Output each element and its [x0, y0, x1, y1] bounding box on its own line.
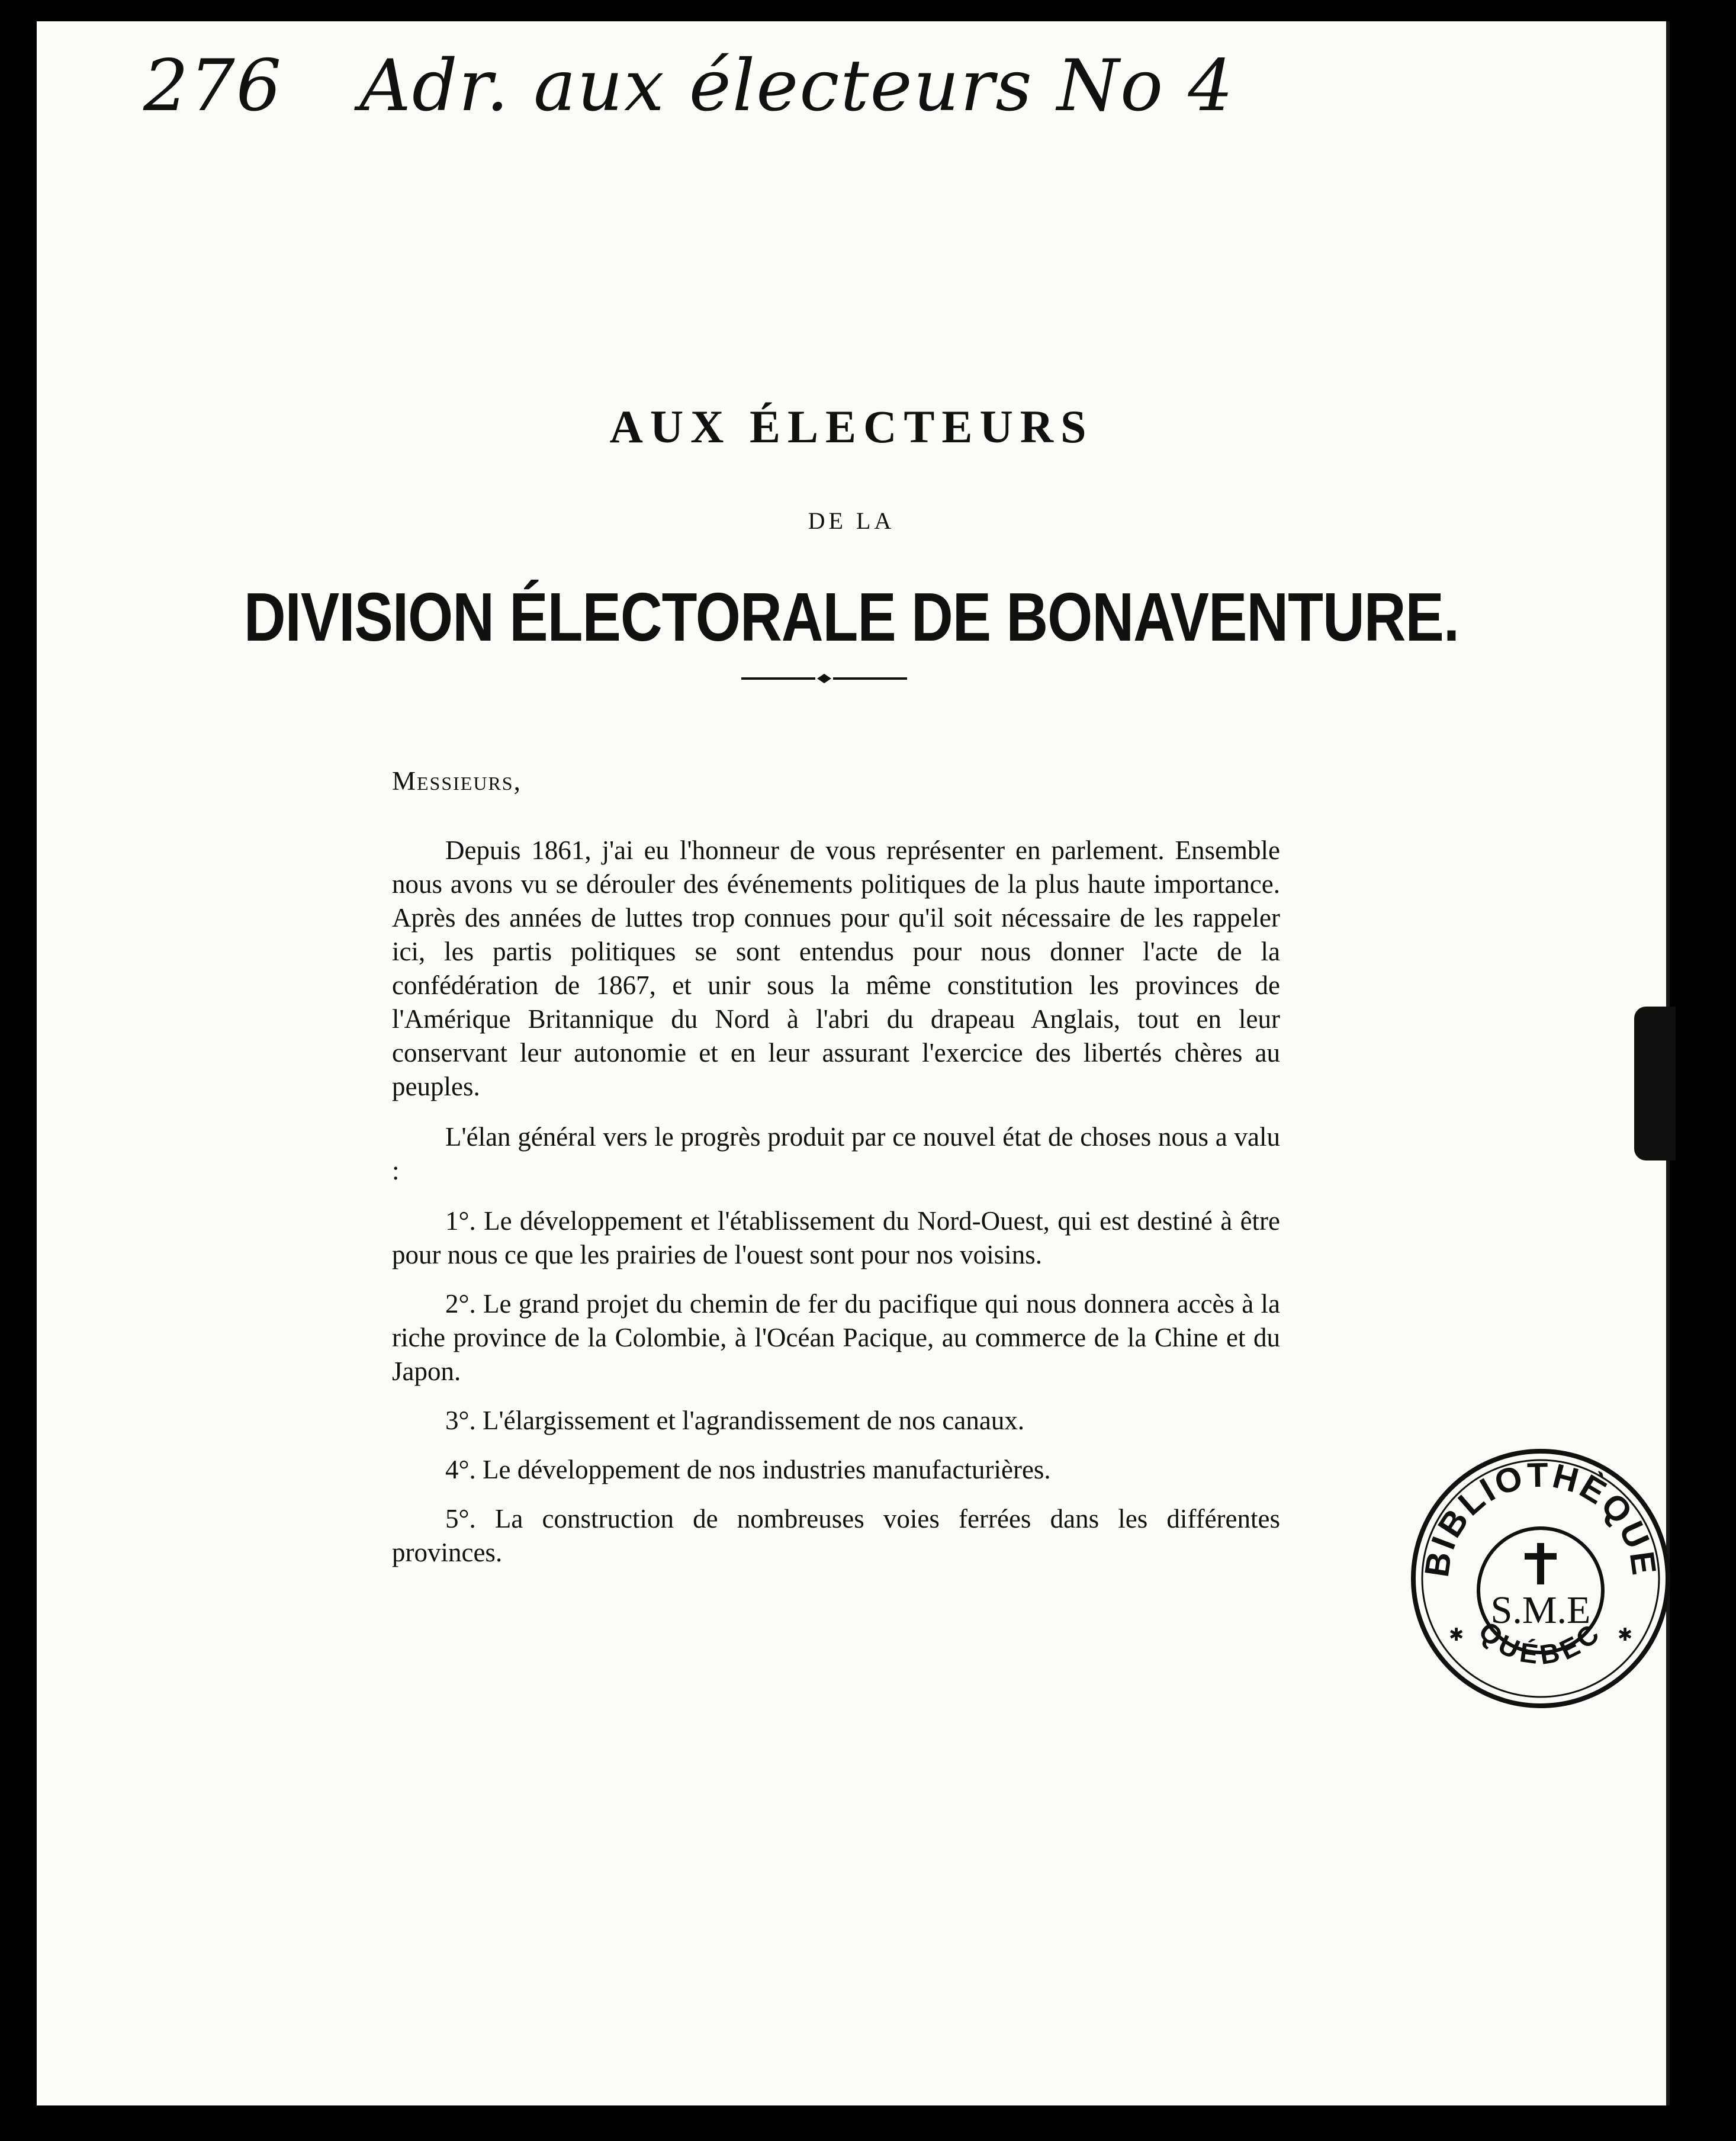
- list-item: 2°. Le grand projet du chemin de fer du pacifique qui nous donnera accès à la riche province de la Colombie, à l'Océan Pacique, au commerce de la Chine et du Japon.: [392, 1289, 1280, 1386]
- page-title: AUX ÉLECTEURS: [609, 401, 1094, 452]
- library-stamp: [1407, 1445, 1674, 1712]
- stamp-bottom-text: QUÉBEC: [1473, 1615, 1609, 1671]
- list-item: 5°. La construction de nombreuses voies ferrées dans les différentes provinces.: [392, 1504, 1280, 1567]
- page-subtitle: DE LA: [808, 507, 895, 534]
- document-page: [37, 21, 1670, 2105]
- paragraph: Depuis 1861, j'ai eu l'honneur de vous représenter en parlement. Ensemble nous avons vu se dérouler des événements politiques de la plus haute importance. Après des années de luttes trop connues pour qu'il soit nécessaire de les rappeler ici, les partis politiques se sont entendus pour nous donner l'acte de la confédération de 1867, et unir sous la même constitution les provinces de l'Amérique Britannique du Nord à l'abri du drapeau Anglais, tout en leur conservant leur autonomie et en leur assurant l'exercice des libertés chères au peuples.: [392, 835, 1280, 1101]
- annotation-number: 276: [143, 45, 283, 127]
- stamp-top-text: BIBLIOTHÈQUE: [1417, 1455, 1664, 1580]
- list-item: 1°. Le développement et l'établissement du Nord-Ouest, qui est destiné à être pour nous ce que les prairies de l'ouest sont pour nos voisins.: [392, 1206, 1280, 1269]
- star-icon: ✱: [1449, 1625, 1464, 1645]
- list-item: 4°. Le développement de nos industries manufacturières.: [445, 1455, 1051, 1484]
- annotation-text: Adr. aux électeurs No 4: [359, 45, 1235, 127]
- paragraph: L'élan général vers le progrès produit par ce nouvel état de choses nous a valu :: [392, 1122, 1280, 1185]
- star-icon: ✱: [1618, 1625, 1633, 1645]
- page-edge-tear: [1634, 1007, 1676, 1160]
- handwritten-annotation: [143, 45, 1235, 127]
- salutation: Messieurs,: [392, 766, 522, 796]
- ornament-divider-icon: [735, 667, 913, 690]
- division-title: DIVISION ÉLECTORALE DE BONAVENTURE.: [243, 578, 1459, 655]
- letter-body: [392, 764, 1280, 1585]
- list-item: 3°. L'élargissement et l'agrandissement de nos canaux.: [445, 1406, 1025, 1435]
- stamp-center-text: S.M.E: [1490, 1589, 1591, 1632]
